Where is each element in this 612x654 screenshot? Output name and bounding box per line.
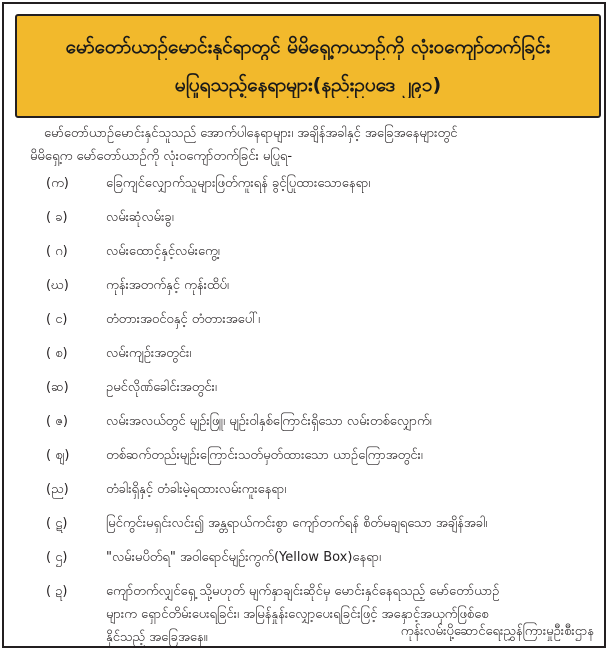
item-text: တစ်ဆက်တည်းမျဉ်းကြောင်းသတ်မှတ်ထားသော ယာဉ်ကြောအတွင်း၊ [106,448,423,463]
title-banner [15,14,601,118]
item-number: ( ဂ) [46,244,68,259]
item-number: (ဆ) [46,380,69,395]
item-text: "လမ်းမပိတ်ရ" အဝါရောင်မျဉ်းကွက်(Yellow Box)နေရာ၊ [106,550,382,565]
issuing-department: ကုန်းလမ်းပို့ဆောင်ရေးညွှန်ကြားမှုဦးစီးဌာန [400,624,594,639]
item-number: ( ဇ) [46,414,69,429]
intro-paragraph [30,122,596,168]
item-text: ကျော်တက်လျှင်ရှေ့ သို့မဟုတ် မျက်နှာချင်းဆိုင်မှ မောင်းနှင်နေရသည့် မော်တော်ယာဉ် [106,584,500,599]
item-text-continued-2: နိုင်သည့် အခြေအနေ။ [106,630,208,645]
item-number: (က) [46,176,69,191]
item-text: ကုန်းအတက်နှင့် ကုန်းထိပ်၊ [106,278,229,293]
item-text: ခြေကျင်လျှောက်သူများဖြတ်ကူးရန် ခွင့်ပြုထားသောနေရာ၊ [106,176,371,191]
title-line-1: မော်တော်ယာဉ်မောင်းနှင်ရာတွင် မိမိရှေ့ကယာဉ်ကို လုံးဝကျော်တက်ခြင်း [65,36,551,58]
item-number: ( စ) [46,346,68,361]
item-number: ( ဈ) [46,448,70,463]
item-text: ဥမင်လိုဏ်ခေါင်းအတွင်း၊ [106,380,217,395]
item-text: လမ်းအလယ်တွင် မျဉ်းဖြူ၊ မျဉ်းဝါနှစ်ကြောင်းရှိသော လမ်းတစ်လျှောက်၊ [106,414,432,429]
item-text: တံတားအဝင်ဝနှင့် တံတားအပေါ်၊ [106,312,261,327]
item-text: တံခါးရှိနှင့် တံခါးမဲ့ရထားလမ်းကူးနေရာ၊ [106,482,287,497]
item-number: ( ခ) [46,210,68,225]
intro-line-2: မိမိရှေ့က မော်တော်ယာဉ်ကို လုံးဝကျော်တက်ခြင်း မပြုရ- [30,149,293,164]
intro-line-1: မော်တော်ယာဉ်မောင်းနှင်သူသည် အောက်ပါနေရာများ၊ အချိန်အခါနှင့် အခြေအနေများတွင် [44,126,458,141]
item-text-continued: များက ရှောင်တိမ်းပေးရခြင်း၊ အမြန်နှုန်းလျှော့ပေးရခြင်းဖြင့် အနှောင့်အယှက်ဖြစ်စေ [106,607,489,622]
item-text: လမ်းထောင့်နှင့်လမ်းကွေ့၊ [106,244,220,259]
item-number: ( င) [46,312,68,327]
item-number: (ည) [46,482,69,497]
item-text: လမ်းဆုံလမ်းခွ၊ [106,210,174,225]
item-number: (ဃ) [46,278,69,293]
item-text: လမ်းကျဉ်းအတွင်း၊ [106,346,192,361]
title-line-2: မပြုရသည့်နေရာများ(နည်းဥပဒေ ၂၉၁) [174,74,442,96]
item-number: ( ဌ) [46,550,68,565]
item-number: ( ဍ) [46,584,68,599]
item-text: မြင်ကွင်းမရှင်းလင်း၍ အန္တရာယ်ကင်းစွာ ကျော်တက်ရန် စိတ်မချရသော အချိန်အခါ၊ [106,516,488,531]
item-number: ( ဋ) [46,516,68,531]
